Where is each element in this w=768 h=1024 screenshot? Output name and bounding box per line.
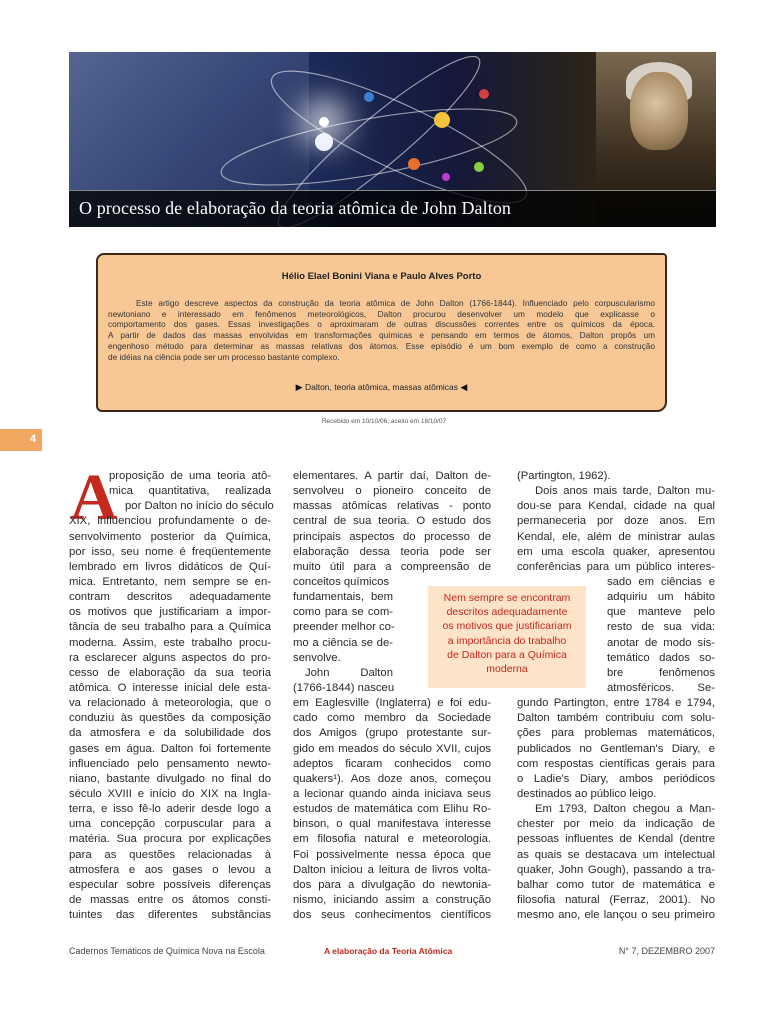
text-line: Dois anos mais tarde, Dalton mu- [535, 485, 715, 498]
text-line: va relacionado à meteorologia, que o [69, 697, 271, 710]
triangle-right-icon: ▶ [295, 382, 303, 392]
page-number: 4 [30, 433, 37, 445]
text-line: dou-se para Kendal, cidade na qual [517, 500, 715, 513]
keywords-text: Dalton, teoria atômica, massas atômicas [304, 382, 459, 392]
text-line: atômica. O interesse inicial dele esta- [69, 681, 271, 694]
abstract-line: newtoniano e interessado em fenômenos meteorológicos, Dalton procurou desenvolver um modelo que explicasse o [108, 308, 655, 319]
pull-quote-line: de Dalton para a Química [447, 648, 567, 661]
dropcap: A [70, 461, 118, 534]
text-line: tuintes das diferentes substâncias [69, 909, 271, 922]
text-line: balhar como tutor de matemática e [517, 878, 715, 891]
light-glow [319, 117, 329, 127]
text-line: quakers¹). Aos doze anos, começou [293, 772, 491, 785]
column-1 [69, 461, 274, 923]
text-line: dos seus conhecimentos científicos [293, 909, 491, 922]
abstract-line: engenhoso método para determinar as massas relativas dos átomos. Esse episódio é um bom exemplo de como a construção [108, 340, 655, 351]
text-line: elementares. A partir daí, Dalton de- [293, 470, 491, 482]
pull-quote-line: os motivos que justificariam [442, 620, 572, 633]
text-line: proposição de uma teoria atô- [109, 470, 271, 482]
text-line: binson, o qual manifestava interesse [293, 818, 491, 831]
text-line: a lecionar quando ainda iniciava seus [293, 787, 491, 800]
keywords [98, 382, 665, 393]
text-line: estudos de matemática com Elihu Ro- [293, 803, 491, 816]
text-line: atmosfera e aos gases o levou a [69, 863, 271, 876]
page-number-tab [0, 429, 42, 451]
text-line: destinados ao público leigo. [517, 787, 657, 800]
pull-quote-line: moderna [486, 663, 528, 676]
authors: Hélio Elael Bonini Viana e Paulo Alves Porto [281, 271, 482, 282]
article-title: O processo de elaboração da teoria atômica de John Dalton [79, 198, 512, 218]
text-line: adeptos ficaram conhecidos como [293, 757, 491, 770]
text-line: quaker, John Gough), passando a tra- [517, 863, 715, 876]
text-line: filosofia natural (Ferraz, 2001). No [517, 893, 715, 906]
header-banner [69, 52, 716, 227]
text-line: o Ladie's Diary, ambos periódicos [517, 772, 715, 785]
pull-quote-line: a importância do trabalho [447, 634, 567, 647]
text-line: (Partington, 1962). [517, 470, 611, 482]
text-line: conceitos químicos [293, 575, 390, 588]
text-line: chester por meio da indicação de [517, 818, 715, 831]
text-line: lembrado em livros didáticos de Quí- [69, 560, 271, 573]
text-line: especular sobre possíveis diferenças [69, 878, 271, 891]
text-line: anotar de modo sis- [607, 636, 715, 649]
abstract-box [96, 253, 667, 412]
text-line: Foi possivelmente nessa época que [293, 848, 491, 861]
text-line: elaboração dessa teoria pode ser [293, 545, 491, 558]
text-line: temático dados so- [607, 651, 715, 664]
title-strip [69, 190, 716, 227]
abstract-text [108, 298, 655, 362]
text-line: Kendal, ele, além de ministrar aulas [517, 530, 715, 543]
column-2 [293, 469, 491, 923]
text-line: atmosféricos. Se- [607, 681, 715, 694]
abstract-line: de idéias na ciência pode ser um processo bastante complexo. [108, 351, 340, 362]
text-line: cesso de elaboração da sua teoria [69, 666, 271, 679]
text-line: contram descritos adequadamente [69, 591, 271, 604]
text-line: por isso, seu nome é freqüentemente [69, 545, 271, 558]
pull-quote-line: descritos adequadamente [446, 606, 568, 619]
pull-quote [428, 586, 586, 688]
text-line: resto de sua vida: [607, 621, 715, 634]
text-line: adquiriu um hábito [607, 591, 715, 604]
text-line: conduziu às questões da composição [69, 712, 271, 725]
text-line: Dalton iniciou a leitura de livros volta- [293, 863, 491, 876]
text-line: John Dalton [305, 666, 393, 679]
text-line: matéria. Sua procura por explicações [69, 833, 271, 846]
text-line: ra esclarecer alguns aspectos do pro- [69, 651, 271, 664]
text-line: preender melhor co- [293, 621, 395, 634]
text-line: mica. Entretanto, nem sempre se en- [69, 575, 271, 588]
text-line: senvolve. [293, 651, 341, 664]
text-line: Em 1793, Dalton chegou a Man- [535, 803, 715, 816]
text-line: os motivos que justificariam a impor- [69, 606, 271, 619]
text-line: cado como membro da Sociedade [293, 712, 491, 725]
text-line: mica quantitativa, realizada [109, 485, 271, 498]
text-line: gases em água. Dalton foi fortemente [69, 742, 271, 755]
text-line: mo a ciência se de- [293, 636, 393, 649]
text-line: gido em meados do século XVII, cujos [293, 742, 491, 755]
text-line: com respostas científicas gerais para [517, 757, 715, 770]
text-line: mesmo ano, ele lançou o seu primeiro [517, 909, 715, 922]
text-line: dos Amigos (grupo protestante sur- [293, 727, 491, 740]
text-line: influenciado pelo pensamento newto- [69, 757, 271, 770]
received-date: Recebido em 10/10/06; aceito em 18/10/07 [321, 418, 447, 425]
text-line: para as questões relacionadas à [69, 848, 271, 861]
text-line: século XVIII e início do XIX na Ingla- [69, 787, 271, 800]
text-line: permaneceria por doze anos. Em [517, 515, 715, 528]
pull-quote-line: Nem sempre se encontram [443, 592, 571, 604]
text-line: XIX, influenciou profundamente o de- [69, 515, 271, 528]
footer-section: A elaboração da Teoria Atômica [324, 946, 453, 956]
text-line: da atmosfera e da solubilidade dos [69, 727, 271, 740]
text-line: gundo Partington, entre 1784 e 1794, [517, 697, 715, 710]
footer-journal: Cadernos Temáticos de Química Nova na Escola [69, 946, 265, 956]
text-line: como para se com- [293, 606, 393, 619]
text-line: fundamentais, bem [293, 591, 393, 604]
text-line: senvolveu o pioneiro conceito de [293, 485, 491, 498]
text-line: em uma escola quaker, apresentou [517, 545, 715, 558]
text-line: tância de seu trabalho para a Química [69, 621, 271, 634]
footer-issue: N° 7, DEZEMBRO 2007 [618, 946, 715, 956]
text-line: ções para problemas matemáticos, [517, 727, 715, 740]
text-line: conferências para um público interes- [517, 560, 715, 573]
abstract-line: A partir de dados das massas envolvidas em transformações químicas e pensando em termos de átomos, Dalton propôs um [108, 330, 655, 341]
triangle-left-icon: ◀ [460, 382, 468, 392]
text-line: terra, e isso fê-lo aderir desde logo a [69, 803, 271, 816]
text-line: bre fenômenos [607, 666, 715, 679]
portrait-face [630, 72, 688, 150]
text-line: central de sua teoria. O estudo dos [293, 515, 491, 528]
text-line: por Dalton no início do século [125, 500, 274, 513]
text-line: Dalton também contribuiu com solu- [517, 712, 715, 725]
abstract-line: Este artigo descreve aspectos da construção da teoria atômica de John Dalton (1766-1844). Influenciado pelo corpuscularismo [136, 298, 655, 308]
text-line: moderna. Assim, este trabalho procu- [69, 636, 271, 649]
abstract-line: comportamento dos gases. Essas investigações o aproximaram de outras discussões correntes entre os químicos da época. [108, 319, 655, 330]
text-line: massas atômicas relativas - ponto [293, 500, 491, 513]
text-line: publicados no Gentleman's Diary, e [517, 742, 715, 755]
text-line: dos para a divulgação do newtonia- [293, 878, 491, 891]
text-line: nismo, iniciando assim a construção [293, 893, 491, 906]
text-line: em filosofia natural e meteorologia. [293, 833, 491, 846]
text-line: uma concepção corpuscular para a [69, 818, 271, 831]
text-line: sado em ciências e [607, 575, 715, 588]
column-3 [517, 469, 715, 923]
text-line: senvolvimento posterior da Química, [69, 530, 271, 543]
text-line: as quais se destacava um intelectual [517, 848, 715, 861]
text-line: (1766-1844) nasceu [293, 681, 395, 694]
text-line: principais aspectos do processo de [293, 530, 491, 543]
text-line: de massas entre os átomos consti- [69, 893, 271, 906]
text-line: que manteve pelo [607, 606, 715, 619]
text-line: niano, bastante divulgado no final do [69, 772, 271, 785]
text-line: muito útil para a compreensão de [293, 560, 491, 573]
text-line: em Eaglesville (Inglaterra) e foi edu- [293, 697, 491, 710]
text-line: pessoas influentes de Kendal (dentre [517, 833, 715, 846]
